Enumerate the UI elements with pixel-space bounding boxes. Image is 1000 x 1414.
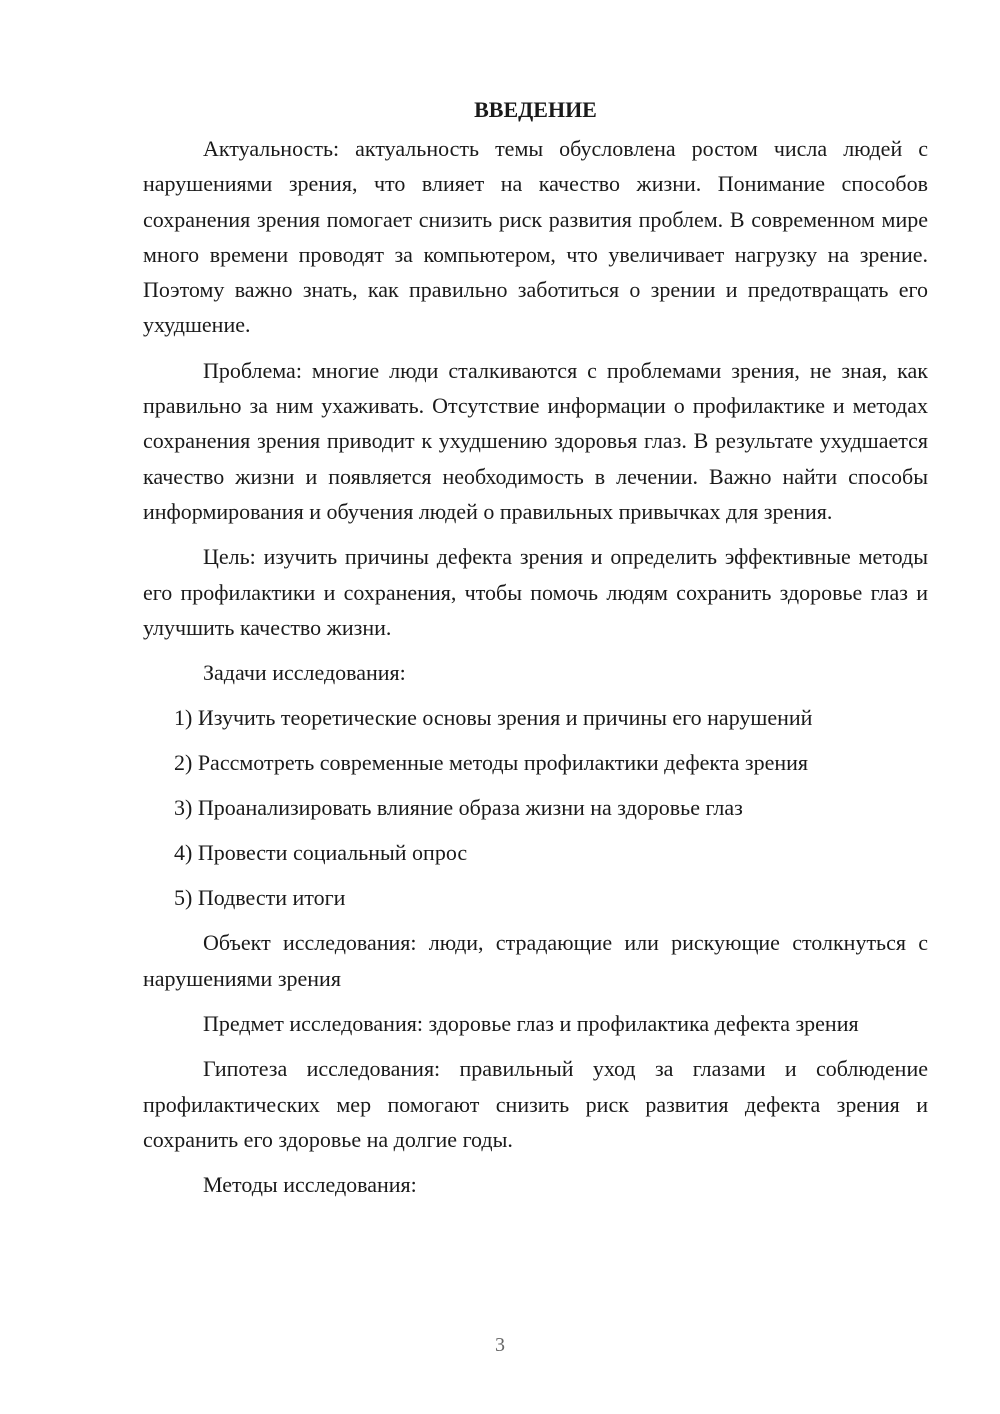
task-item-1: 1) Изучить теоретические основы зрения и причины его нарушений (174, 705, 813, 731)
page-number: 3 (495, 1334, 505, 1356)
task-item-2: 2) Рассмотреть современные методы профилактики дефекта зрения (174, 750, 809, 776)
page-content (143, 92, 928, 1202)
task-item-4: 4) Провести социальный опрос (174, 840, 468, 866)
paragraph-object: Объект исследования: люди, страдающие или рискующие столкнуться с нарушениями зрения (143, 930, 928, 991)
paragraph-problem: Проблема: многие люди сталкиваются с проблемами зрения, не зная, как правильно за ним ухаживать. Отсутствие информации о профилактике и методах сохранения зрения приводит к ухудшению здоровья глаз. В результате ухудшается качество жизни и появляется необходимость в лечении. Важно найти способы информирования и обучения людей о правильных привычках для зрения. (143, 357, 928, 524)
paragraph-relevance: Актуальность: актуальность темы обусловлена ростом числа людей с нарушениями зрения, что влияет на качество жизни. Понимание способов сохранения зрения помогает снизить риск развития проблем. В современном мире много времени проводят за компьютером, что увеличивает нагрузку на зрение. Поэтому важно знать, как правильно заботиться о зрении и предотвращать его ухудшение. (143, 136, 928, 338)
task-item-5: 5) Подвести итоги (174, 885, 346, 911)
paragraph-hypothesis: Гипотеза исследования: правильный уход за глазами и соблюдение профилактических мер помогают снизить риск развития дефекта зрения и сохранить его здоровье на долгие годы. (143, 1056, 928, 1152)
paragraph-subject: Предмет исследования: здоровье глаз и профилактика дефекта зрения (203, 1010, 859, 1036)
tasks-heading: Задачи исследования: (203, 660, 406, 686)
paragraph-goal: Цель: изучить причины дефекта зрения и определить эффективные методы его профилактики и сохранения, чтобы помочь людям сохранить здоровье глаз и улучшить качество жизни. (143, 544, 928, 640)
methods-heading: Методы исследования: (203, 1172, 417, 1198)
page-title: ВВЕДЕНИЕ (474, 97, 597, 122)
task-item-3: 3) Проанализировать влияние образа жизни на здоровье глаз (174, 795, 743, 821)
